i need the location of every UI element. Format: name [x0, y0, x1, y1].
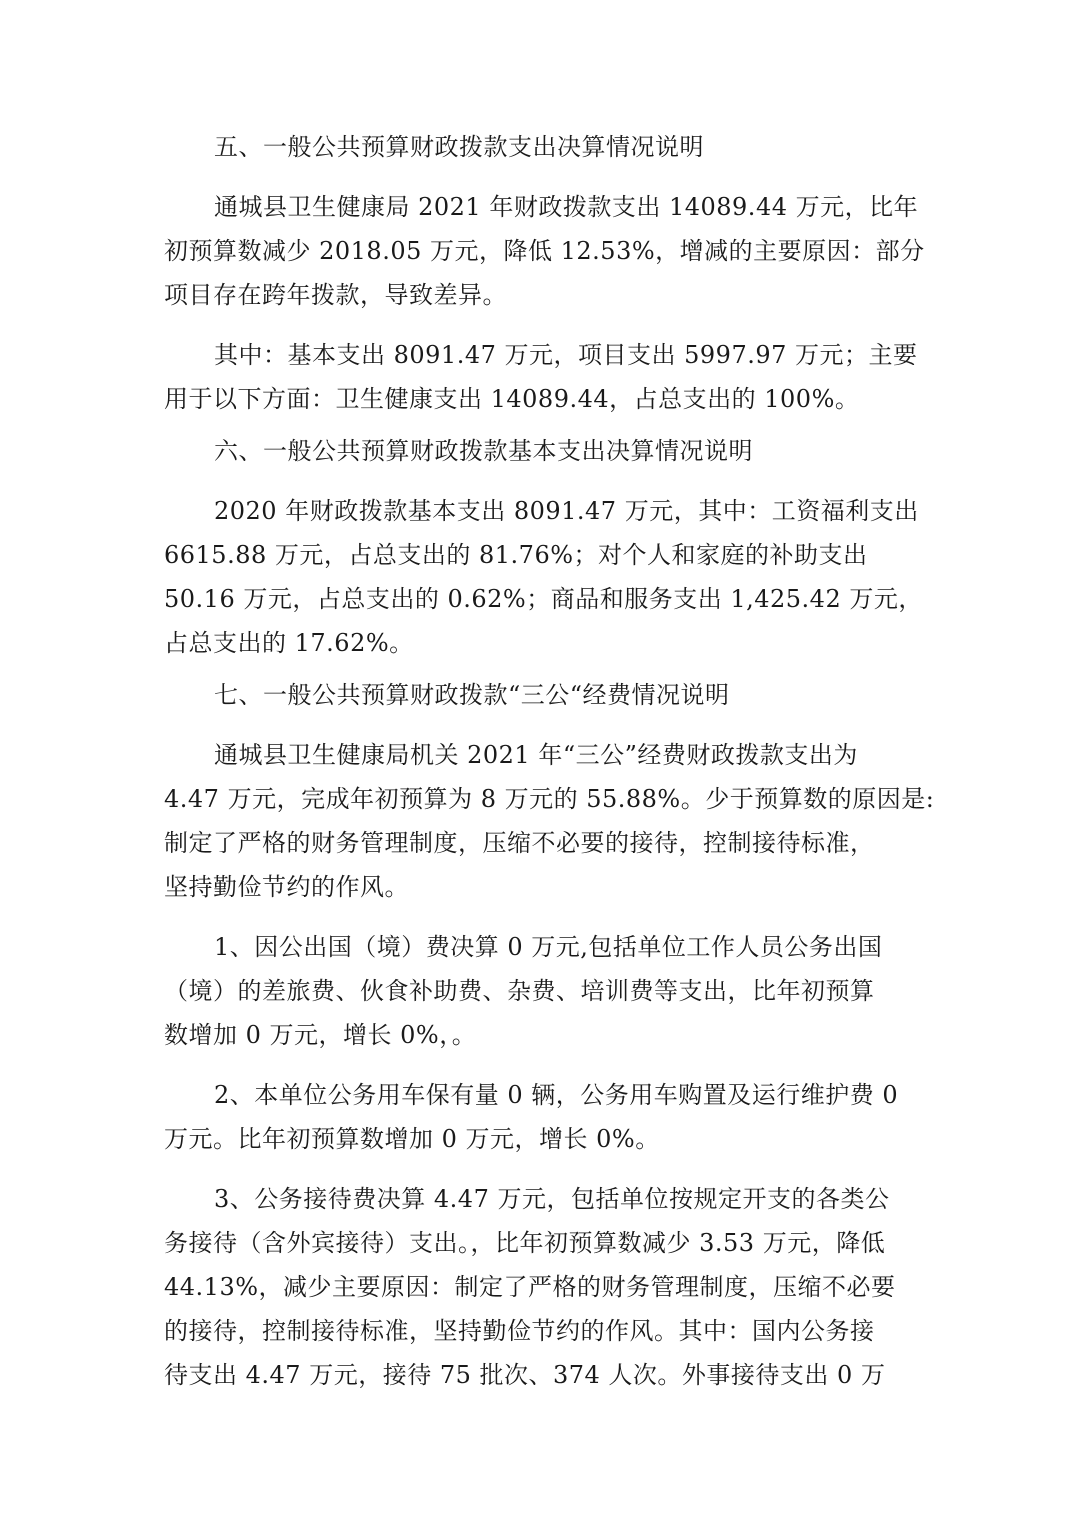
- paragraph-line: 初预算数减少 2018.05 万元，降低 12.53%，增减的主要原因：部分: [164, 237, 925, 265]
- paragraph-line: 万元。比年初预算数增加 0 万元，增长 0%。: [164, 1125, 660, 1153]
- paragraph-line: 务接待（含外宾接待）支出。，比年初预算数减少 3.53 万元，降低: [164, 1229, 886, 1257]
- paragraph-line: 数增加 0 万元，增长 0%，。: [164, 1021, 477, 1049]
- section-heading-5: 五、一般公共预算财政拨款支出决算情况说明: [214, 133, 704, 161]
- paragraph-line: 4.47 万元，完成年初预算为 8 万元的 55.88%。少于预算数的原因是:: [164, 785, 935, 813]
- list-item-3: 3、公务接待费决算 4.47 万元，包括单位按规定开支的各类公: [214, 1185, 890, 1213]
- paragraph-line: 待支出 4.47 万元，接待 75 批次、374 人次。外事接待支出 0 万: [164, 1361, 886, 1389]
- list-item-2: 2、本单位公务用车保有量 0 辆，公务用车购置及运行维护费 0: [214, 1081, 899, 1109]
- paragraph-line: 50.16 万元，占总支出的 0.62%；商品和服务支出 1,425.42 万元，: [164, 585, 923, 613]
- paragraph-line: 通城县卫生健康局 2021 年财政拨款支出 14089.44 万元，比年: [214, 193, 919, 221]
- section-heading-7: 七、一般公共预算财政拨款“三公“经费情况说明: [214, 681, 730, 709]
- paragraph-line: 通城县卫生健康局机关 2021 年“三公”经费财政拨款支出为: [214, 741, 858, 769]
- paragraph-line: 44.13%，减少主要原因：制定了严格的财务管理制度，压缩不必要: [164, 1273, 896, 1301]
- paragraph-line: 其中：基本支出 8091.47 万元，项目支出 5997.97 万元；主要: [214, 341, 918, 369]
- paragraph-line: 坚持勤俭节约的作风。: [164, 873, 409, 901]
- section-heading-6: 六、一般公共预算财政拨款基本支出决算情况说明: [214, 437, 753, 465]
- paragraph-line: 2020 年财政拨款基本支出 8091.47 万元，其中：工资福利支出: [214, 497, 919, 525]
- paragraph-line: 的接待，控制接待标准，坚持勤俭节约的作风。其中：国内公务接: [164, 1317, 875, 1345]
- paragraph-line: 用于以下方面：卫生健康支出 14089.44，占总支出的 100%。: [164, 385, 860, 413]
- paragraph-line: 项目存在跨年拨款，导致差异。: [164, 281, 507, 309]
- paragraph-line: 6615.88 万元，占总支出的 81.76%；对个人和家庭的补助支出: [164, 541, 868, 569]
- paragraph-line: 占总支出的 17.62%。: [164, 629, 414, 657]
- list-item-1: 1、因公出国（境）费决算 0 万元,包括单位工作人员公务出国: [214, 933, 883, 961]
- paragraph-line: （境）的差旅费、伙食补助费、杂费、培训费等支出，比年初预算: [164, 977, 875, 1005]
- paragraph-line: 制定了严格的财务管理制度，压缩不必要的接待，控制接待标准，: [164, 829, 875, 857]
